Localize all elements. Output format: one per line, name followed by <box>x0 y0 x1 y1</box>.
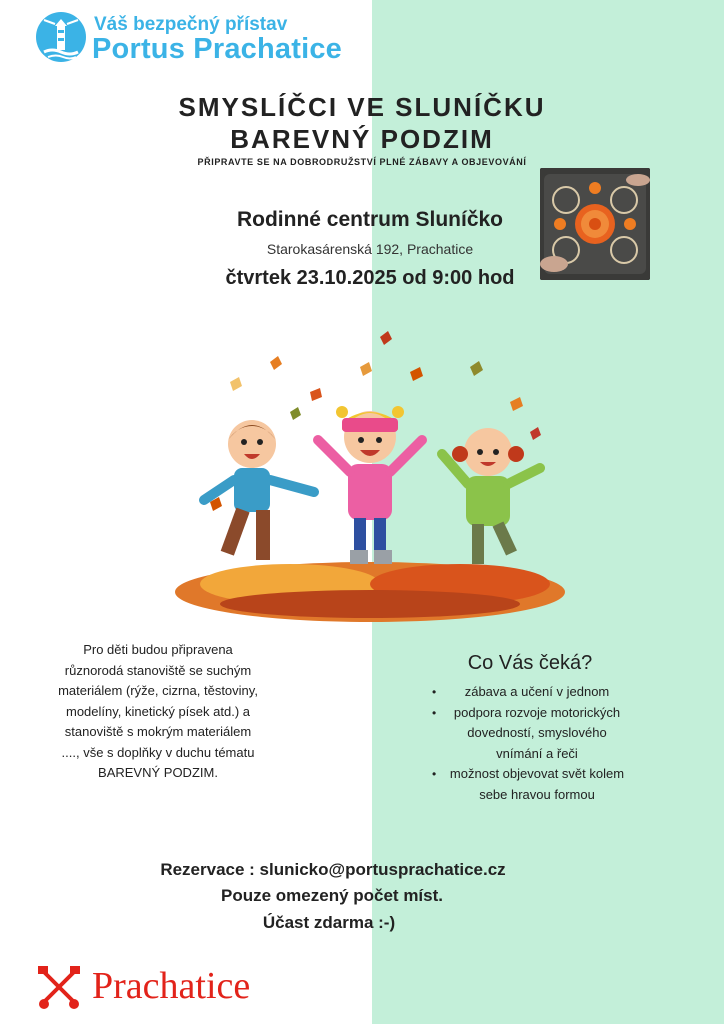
what-awaits-heading: Co Vás čeká? <box>467 652 593 674</box>
free-admission-note: Účast zdarma :-) <box>262 913 396 932</box>
limited-capacity-note: Pouze omezený počet míst. <box>221 886 443 905</box>
prachatice-logo <box>36 960 336 1010</box>
event-title-line1: SMYSLÍČCI VE SLUNÍČKU <box>178 92 546 122</box>
activity-photo <box>540 168 650 280</box>
crossed-keys-icon <box>36 964 82 1010</box>
venue-address: Starokasárenská 192, Prachatice <box>266 241 474 257</box>
reservation-email: Rezervace : slunicko@portusprachatice.cz <box>160 860 506 879</box>
autumn-kids-illustration <box>170 322 570 622</box>
list-item: • možnost objevovat svět kolem sebe hravou formou <box>430 764 630 805</box>
venue-name: Rodinné centrum Sluníčko <box>236 208 504 231</box>
list-item: • podpora rozvoje motorických dovedností, smyslového vnímání a řeči <box>430 703 630 765</box>
lighthouse-icon <box>36 12 86 62</box>
brand-name: Portus Prachatice <box>92 33 342 65</box>
city-name: Prachatice <box>92 965 251 1007</box>
event-datetime: čtvrtek 23.10.2025 od 9:00 hod <box>225 267 515 289</box>
brand-tagline: Váš bezpečný přístav <box>94 14 288 35</box>
event-subtitle: PŘIPRAVTE SE NA DOBRODRUŽSTVÍ PLNÉ ZÁBAVY A OBJEVOVÁNÍ <box>197 157 527 167</box>
event-title-line2: BAREVNÝ PODZIM <box>230 124 494 154</box>
activity-description: Pro děti budou připravena různorodá stanoviště se suchým materiálem (rýže, cizrna, těstoviny, modelíny, kinetický písek atd.) a stanoviště s mokrým materiálem ...., vše s doplňky v duchu tématu BAREVNÝ PODZIM. <box>58 642 258 780</box>
portus-logo <box>36 12 356 68</box>
what-awaits-list <box>430 682 630 805</box>
list-item: • zábava a učení v jednom <box>430 682 630 703</box>
